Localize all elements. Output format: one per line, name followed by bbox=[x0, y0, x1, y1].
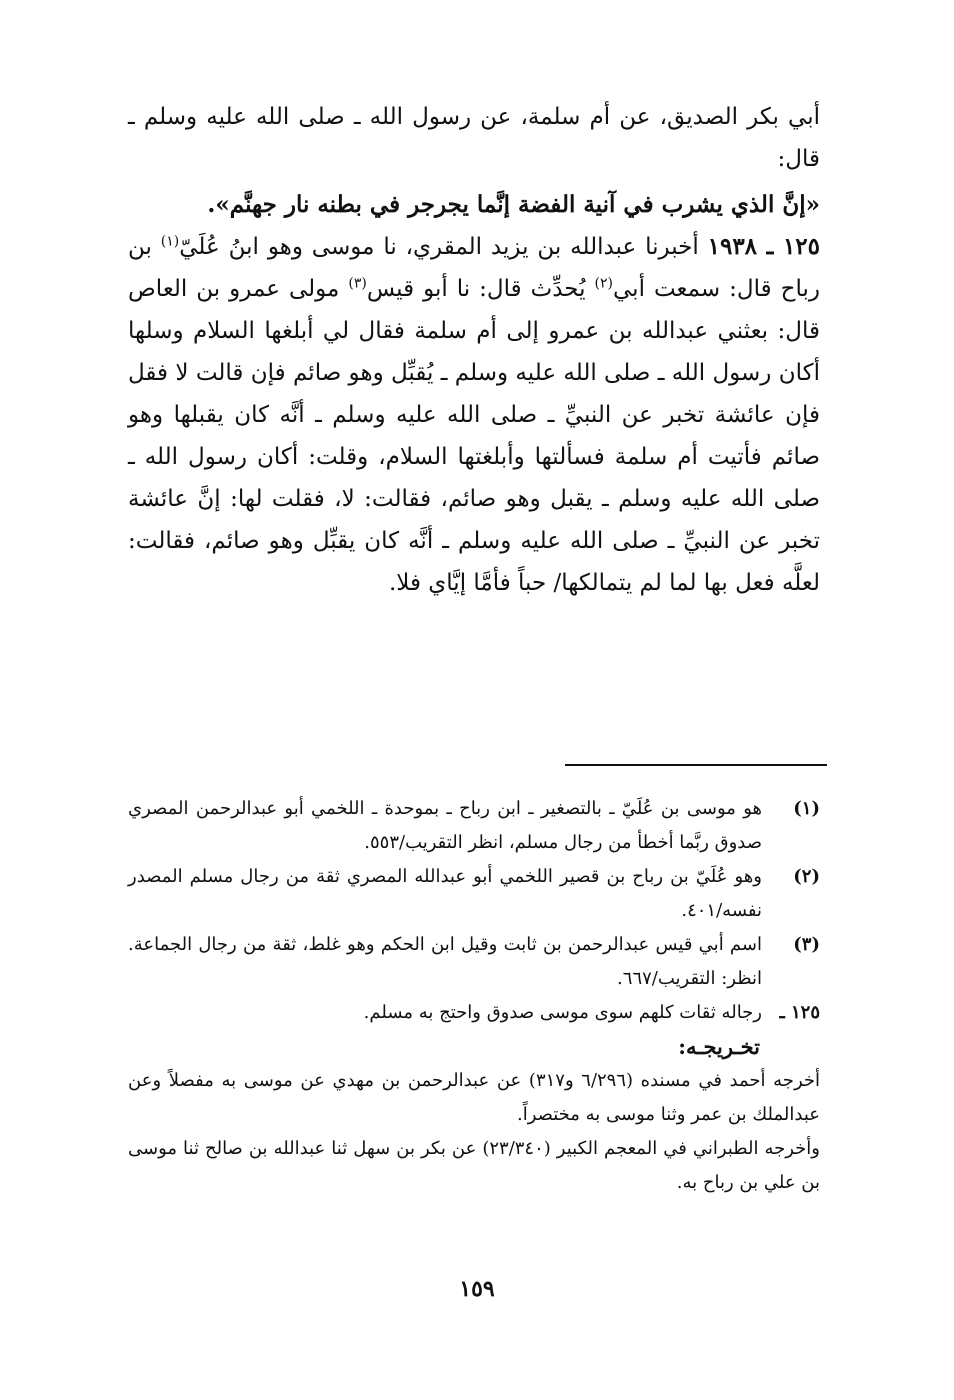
intro-paragraph: أبي بكر الصديق، عن أم سلمة، عن رسول الله ـ صلى الله عليه وسلم ـ قال: bbox=[128, 104, 820, 172]
footnotes-section bbox=[128, 792, 820, 1200]
footnote-ref-1: (١) bbox=[160, 233, 180, 250]
footnote bbox=[128, 928, 820, 996]
footnote bbox=[128, 792, 820, 860]
hadith-quote: «إنَّ الذي يشرب في آنية الفضة إنَّما يجرجر في بطنه نار جهنَّم». bbox=[207, 191, 820, 218]
takhrij-paragraph: أخرجه أحمد في مسنده (٦/٢٩٦ و٣١٧) عن عبدالرحمن بن مهدي عن موسى به مفصلاً وعن عبدالملك بن عمر وثنا موسى به مختصراً. bbox=[128, 1070, 820, 1125]
footnote-divider bbox=[565, 764, 827, 766]
entry-text-3: يُحدِّث قال: نا أبو قيس bbox=[366, 276, 595, 302]
footnote bbox=[128, 860, 820, 928]
footnote-number: (٣) bbox=[793, 934, 820, 955]
footnote-text: اسم أبي قيس عبدالرحمن بن ثابت وقيل ابن الحكم وهو غلط، ثقة من رجال الجماعة. انظر: التقريب/٦٦٧. bbox=[128, 934, 762, 989]
hadith-entry bbox=[128, 226, 820, 604]
entry-text-2: بن رباح قال: سمعت أبي bbox=[128, 234, 820, 302]
footnote-number: ١٢٥ ـ bbox=[779, 1002, 820, 1023]
hadith-number: ١٢٥ ـ ١٩٣٨ bbox=[707, 233, 820, 260]
takhrij-heading: تخـريجـه: bbox=[678, 1034, 760, 1059]
page-number: ١٥٩ bbox=[459, 1276, 495, 1302]
footnote-text: رجاله ثقات كلهم سوى موسى صدوق واحتج به مسلم. bbox=[363, 1002, 762, 1023]
footnote-number: (١) bbox=[793, 798, 820, 819]
footnote-number: (٢) bbox=[793, 866, 820, 887]
footnote-text: هو موسى بن عُلَيّ ـ بالتصغير ـ ابن رباح ـ بموحدة ـ اللخمي أبو عبدالرحمن المصري صدوق ربَّما أخطأ من رجال مسلم، انظر التقريب/٥٥٣. bbox=[128, 798, 762, 853]
footnote-ref-2: (٢) bbox=[594, 275, 613, 292]
footnote-text: وهو عُلَيّ بن رباح بن قصير اللخمي أبو عبدالله المصري ثقة من رجال مسلم المصدر نفسه/٤٠١. bbox=[128, 866, 762, 921]
takhrij-paragraph: وأخرجه الطبراني في المعجم الكبير (٢٣/٣٤٠) عن بكر بن سهل ثنا عبدالله بن صالح ثنا موسى بن علي بن رباح به. bbox=[128, 1138, 820, 1193]
entry-text-4: مولى عمرو بن العاص قال: بعثني عبدالله بن عمرو إلى أم سلمة فقال لي أبلغها السلام وسلها أكان رسول الله ـ صلى الله عليه وسلم ـ يُقبِّل وهو صائم فإن قالت لا فقل فإن عائشة تخبر عن النبيِّ ـ صلى الله عليه وسلم ـ أنَّه كان يقبلها وهو صائم فأتيت أم سلمة فسألتها وأبلغتها السلام، وقلت: أكان رسول الله ـ صلى الله عليه وسلم ـ يقبل وهو صائم، فقالت: لا، فقلت لها: إنَّ عائشة تخبر عن النبيِّ ـ صلى الله عليه وسلم ـ أنَّه كان يقبِّل وهو صائم، فقالت: لعلَّه فعل بها لما لم يتمالكها/ حباً فأمَّا إيَّاي فلا. bbox=[128, 276, 820, 596]
entry-text-1: أخبرنا عبدالله بن يزيد المقري، نا موسى وهو ابنُ عُلَيّ bbox=[179, 234, 699, 260]
footnote bbox=[128, 996, 820, 1030]
footnote-ref-3: (٣) bbox=[348, 275, 367, 292]
main-text bbox=[128, 96, 820, 604]
